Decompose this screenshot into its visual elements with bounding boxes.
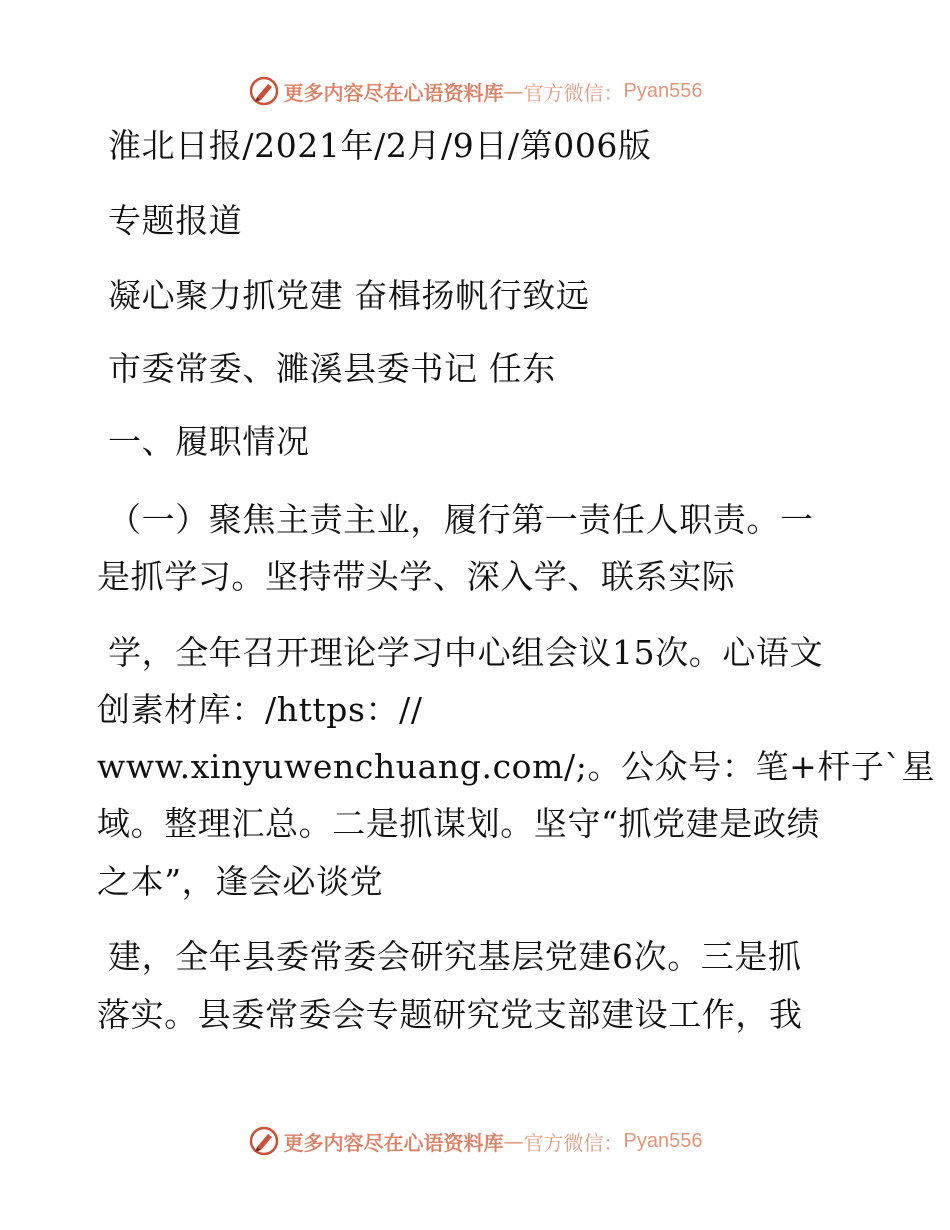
footer-watermark [0, 1121, 950, 1161]
watermark-sub-text: 官方微信： [523, 80, 624, 105]
pen-logo-icon [248, 75, 280, 107]
body-line: 建，全年县委常委会研究基层党建6次。三是抓 [108, 937, 802, 976]
body-line: 落实。县委常委会专题研究党支部建设工作，我 [97, 995, 803, 1034]
watermark-sub-text: 官方微信： [523, 1130, 624, 1155]
body-line: 之本”，逢会必谈党 [97, 862, 384, 901]
watermark-separator: — [503, 79, 524, 103]
body-line: 是抓学习。坚持带头学、深入学、联系实际 [97, 557, 736, 596]
headline: 凝心聚力抓党建 奋楫扬帆行致远 [108, 276, 590, 315]
source-line: 淮北日报/2021年/2月/9日/第006版 [108, 126, 652, 165]
watermark-wechat-id: Pyan556 [623, 1129, 703, 1152]
body-line: 学，全年召开理论学习中心组会议15次。心语文 [108, 633, 824, 672]
body-line: 域。整理汇总。二是抓谋划。坚守“抓党建是政绩 [97, 804, 821, 843]
watermark-main-text: 更多内容尽在心语资料库 [283, 80, 504, 105]
watermark-wechat-id: Pyan556 [623, 79, 703, 102]
watermark-main-text: 更多内容尽在心语资料库 [283, 1130, 504, 1155]
body-line: www.xinyuwenchuang.com/;。公众号：笔+杆子`星 [97, 747, 936, 786]
heading-one: 一、履职情况 [108, 422, 310, 461]
watermark-separator: — [503, 1129, 524, 1153]
section-label: 专题报道 [108, 201, 243, 240]
pen-logo-icon [248, 1125, 280, 1157]
body-line: 创素材库：/https：// [97, 690, 423, 729]
body-line: （一）聚焦主责主业，履行第一责任人职责。一 [108, 500, 814, 539]
byline: 市委常委、濉溪县委书记 任东 [108, 349, 556, 388]
header-watermark [0, 71, 950, 111]
